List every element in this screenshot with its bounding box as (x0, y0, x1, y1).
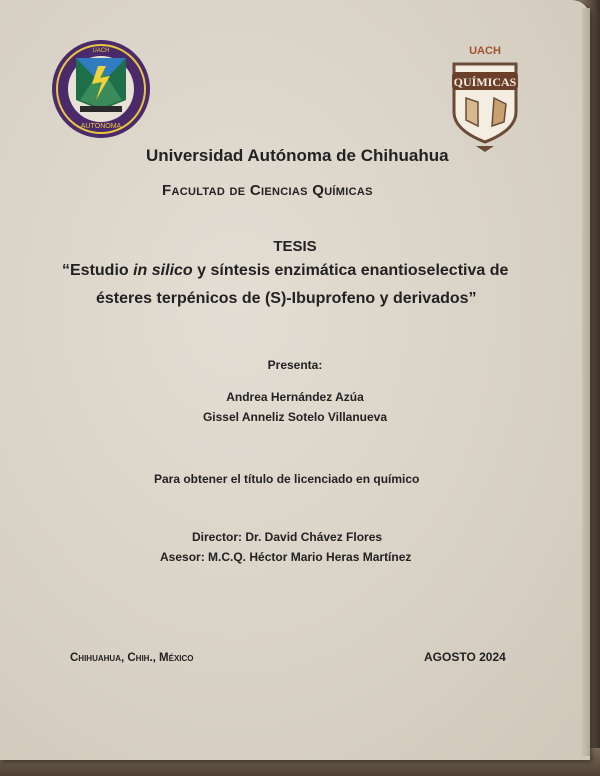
thesis-label: TESIS (273, 238, 317, 255)
faculty-name: Facultad de Ciencias Químicas (162, 182, 373, 199)
svg-text:UACH: UACH (92, 48, 110, 54)
presenters-label: Presenta: (267, 358, 323, 372)
presenter-name: Gissel Anneliz Sotelo Villanueva (202, 410, 388, 424)
facultad-quimicas-crest-icon (446, 42, 524, 152)
title-part: “Estudio (62, 262, 134, 279)
uach-seal-icon (50, 38, 152, 140)
location: Chihuahua, Chih., México (70, 652, 194, 664)
advisor: Asesor: M.C.Q. Héctor Mario Heras Martínez (160, 550, 412, 564)
university-name: Universidad Autónoma de Chihuahua (146, 146, 449, 165)
svg-text:QUÍMICAS: QUÍMICAS (453, 75, 517, 89)
title-italic-term: in silico (133, 262, 193, 279)
page-edge (582, 8, 590, 756)
svg-text:UACH: UACH (469, 45, 501, 57)
title-part: y síntesis enzimática enantioselectiva de (192, 262, 509, 279)
thesis-title-line-2: ésteres terpénicos de (S)-Ibuprofeno y derivados” (96, 290, 477, 307)
thesis-title-line-1 (62, 262, 508, 280)
date: AGOSTO 2024 (424, 650, 506, 664)
svg-text:AUTÓNOMA: AUTÓNOMA (80, 123, 122, 130)
degree-purpose: Para obtener el título de licenciado en químico (154, 472, 420, 486)
presenter-name: Andrea Hernández Azúa (226, 390, 364, 404)
director: Director: Dr. David Chávez Flores (192, 530, 383, 544)
